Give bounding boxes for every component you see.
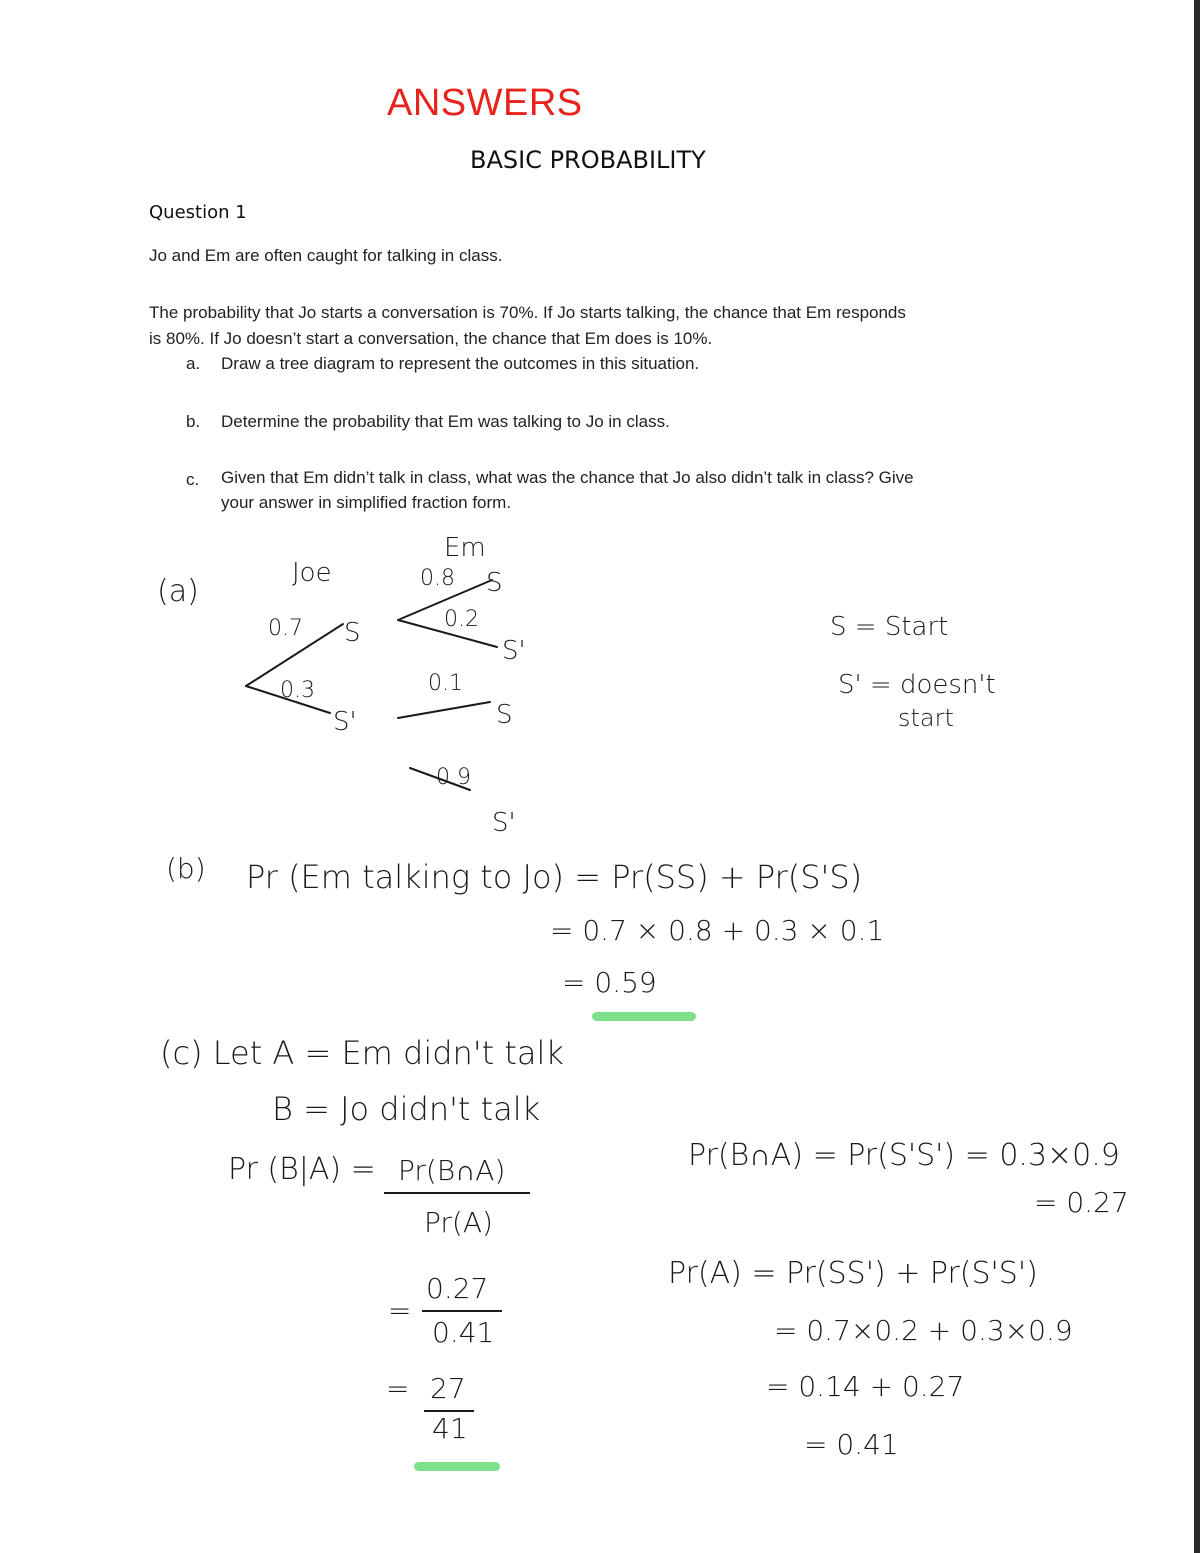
node-em-sp-2: S' xyxy=(492,808,516,838)
right-working-line-1: Pr(B∩A) = Pr(S'S') = 0.3×0.9 xyxy=(688,1138,1120,1173)
document-title: BASIC PROBABILITY xyxy=(470,146,706,174)
part-c-text-line-2: your answer in simplified fraction form. xyxy=(221,493,512,512)
part-b-text: Determine the probability that Em was talking to Jo in class. xyxy=(221,412,670,431)
answer-c-def-b: B = Jo didn't talk xyxy=(272,1090,541,1128)
node-em-sp-1: S' xyxy=(502,636,526,666)
node-em-s-2: S xyxy=(496,700,513,730)
part-a-letter: a. xyxy=(186,354,201,373)
conditional-denominator: Pr(A) xyxy=(424,1206,493,1239)
right-working-line-6: = 0.41 xyxy=(804,1428,899,1461)
right-working-line-3: Pr(A) = Pr(SS') + Pr(S'S') xyxy=(668,1256,1038,1291)
answer-b-line-3: = 0.59 xyxy=(562,966,657,999)
answer-b-highlight xyxy=(592,1012,696,1021)
prob-joe-s: 0.7 xyxy=(268,616,303,641)
answer-a-label: (a) xyxy=(157,574,199,609)
right-working-line-5: = 0.14 + 0.27 xyxy=(766,1370,965,1403)
prob-em-s-given-sp: 0.1 xyxy=(428,671,463,696)
prob-em-sp-given-sp: 0.9 xyxy=(436,765,471,790)
question-intro: Jo and Em are often caught for talking in class. xyxy=(149,246,503,265)
fraction-1-numerator: 0.27 xyxy=(426,1272,489,1305)
fraction-1-bar xyxy=(422,1310,502,1312)
fraction-2-numerator: 27 xyxy=(430,1372,466,1405)
question-heading: Question 1 xyxy=(149,202,247,223)
question-body-line-2: is 80%. If Jo doesn’t start a conversation, the chance that Em does is 10%. xyxy=(149,329,713,348)
prob-em-sp-given-s: 0.2 xyxy=(444,607,479,632)
right-working-line-4: = 0.7×0.2 + 0.3×0.9 xyxy=(774,1314,1073,1347)
conditional-fraction-bar xyxy=(384,1192,530,1194)
tree-column-em: Em xyxy=(444,533,486,563)
prob-joe-s-prime: 0.3 xyxy=(280,678,315,703)
node-em-s-1: S xyxy=(486,568,503,598)
node-joe-s: S xyxy=(344,618,361,648)
equals-sign-2: = xyxy=(386,1372,410,1405)
part-c-text-line-1: Given that Em didn’t talk in class, what was the chance that Jo also didn’t talk in class? Give xyxy=(221,468,914,487)
conditional-numerator: Pr(B∩A) xyxy=(398,1154,506,1187)
key-line-1: S = Start xyxy=(830,612,949,642)
key-line-3: start xyxy=(898,704,954,732)
conditional-lhs: Pr (B|A) = xyxy=(228,1152,376,1187)
question-body-line-1: The probability that Jo starts a conversation is 70%. If Jo starts talking, the chance that Em responds xyxy=(149,303,906,322)
answers-title: ANSWERS xyxy=(387,82,583,124)
key-line-2: S' = doesn't xyxy=(838,670,996,700)
prob-em-s-given-s: 0.8 xyxy=(420,566,455,591)
answer-b-line-2: = 0.7 × 0.8 + 0.3 × 0.1 xyxy=(550,914,885,947)
part-b-letter: b. xyxy=(186,412,201,431)
tree-column-joe: Joe xyxy=(292,558,332,588)
equals-sign-1: = xyxy=(388,1294,412,1327)
node-joe-s-prime: S' xyxy=(333,707,357,737)
branch-em-s-given-sp xyxy=(398,702,490,718)
part-c-letter: c. xyxy=(186,470,200,489)
part-a-text: Draw a tree diagram to represent the outcomes in this situation. xyxy=(221,354,700,373)
answer-b-line-1: Pr (Em talking to Jo) = Pr(SS) + Pr(S'S) xyxy=(246,858,863,896)
answer-c-highlight xyxy=(414,1462,500,1471)
answer-b-label: (b) xyxy=(166,852,206,885)
fraction-2-denominator: 41 xyxy=(432,1412,468,1445)
fraction-1-denominator: 0.41 xyxy=(432,1316,495,1349)
answer-c-label: (c) Let A = Em didn't talk xyxy=(160,1034,564,1072)
right-working-line-2: = 0.27 xyxy=(1034,1186,1129,1219)
